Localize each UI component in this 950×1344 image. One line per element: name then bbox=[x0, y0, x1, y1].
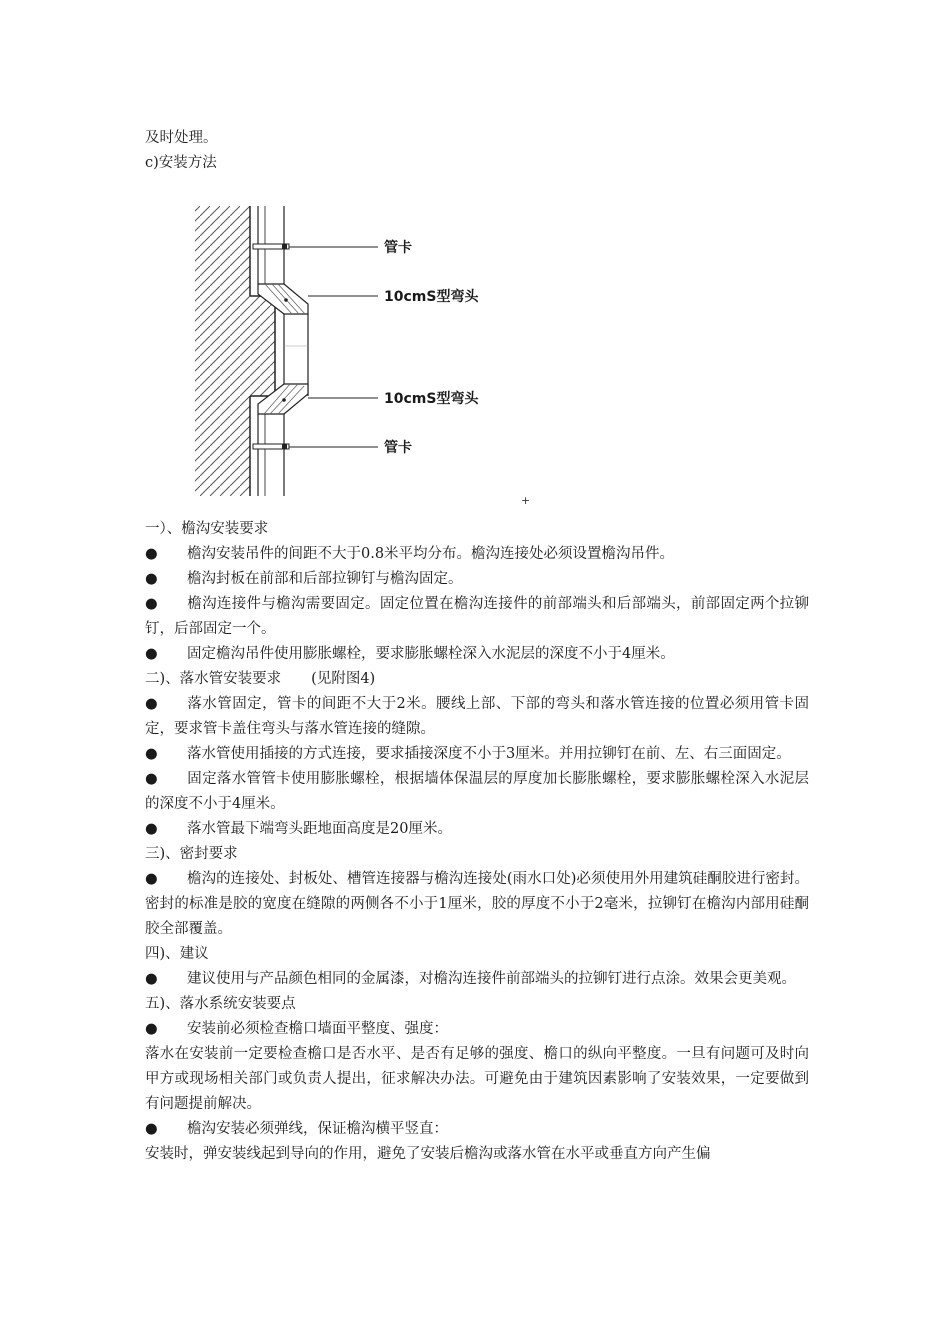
section-5-heading: 五)、落水系统安装要点 bbox=[145, 996, 296, 1012]
body-text bbox=[145, 517, 809, 1167]
bullet-icon: ● bbox=[145, 546, 158, 562]
s2-bullet-2: ● 落水管使用插接的方式连接，要求插接深度不小于3厘米。并用拉铆钉在前、左、右三面固定。 bbox=[145, 742, 809, 767]
label-upper-elbow: 10cmS型弯头 bbox=[384, 289, 479, 305]
bullet-icon: ● bbox=[145, 821, 158, 837]
label-bottom-clamp: 管卡 bbox=[384, 440, 412, 456]
label-lower-elbow: 10cmS型弯头 bbox=[384, 391, 479, 407]
intro-block bbox=[145, 126, 809, 176]
s1-bullet-2: ● 檐沟封板在前部和后部拉铆钉与檐沟固定。 bbox=[145, 567, 809, 592]
s1-bullet-1: ● 檐沟安装吊件的间距不大于0.8米平均分布。檐沟连接处必须设置檐沟吊件。 bbox=[145, 542, 809, 567]
intro-line-2: c)安装方法 bbox=[145, 155, 217, 171]
s1-bullet-4: ● 固定檐沟吊件使用膨胀螺栓，要求膨胀螺栓深入水泥层的深度不小于4厘米。 bbox=[145, 642, 809, 667]
section-1-heading: 一）、檐沟安装要求 bbox=[145, 521, 269, 537]
section-3-heading: 三)、密封要求 bbox=[145, 846, 238, 862]
bullet-icon: ● bbox=[145, 771, 158, 787]
s5-paragraph-1: 落水在安装前一定要检查檐口是否水平、是否有足够的强度、檐口的纵向平整度。一旦有问题可及时向甲方或现场相关部门或负责人提出，征求解决办法。可避免由于建筑因素影响了安装效果，一定要做到有问题提前解决。 bbox=[145, 1046, 809, 1112]
s2-bullet-3: ● 固定落水管管卡使用膨胀螺栓，根据墙体保温层的厚度加长膨胀螺栓，要求膨胀螺栓深入水泥层的深度不小于4厘米。 bbox=[145, 767, 809, 817]
s4-bullet-1: ● 建议使用与产品颜色相同的金属漆，对檐沟连接件前部端头的拉铆钉进行点涂。效果会更美观。 bbox=[145, 967, 809, 992]
bullet-icon: ● bbox=[145, 1121, 158, 1137]
bullet-icon: ● bbox=[145, 1021, 158, 1037]
downpipe-installation-diagram bbox=[190, 196, 510, 501]
anchor-marker: + bbox=[521, 494, 531, 507]
section-2-heading: 二)、落水管安装要求 (见附图4) bbox=[145, 671, 376, 687]
bullet-icon: ● bbox=[145, 571, 158, 587]
s3-bullet-1: ● 檐沟的连接处、封板处、槽管连接器与檐沟连接处(雨水口处)必须使用外用建筑硅酮胶进行密封。密封的标准是胶的宽度在缝隙的两侧各不小于1厘米，胶的厚度不小于2毫米，拉铆钉在檐沟内部用硅酮胶全部覆盖。 bbox=[145, 867, 809, 942]
bullet-icon: ● bbox=[145, 596, 158, 612]
bullet-icon: ● bbox=[145, 696, 158, 712]
s2-bullet-4: ● 落水管最下端弯头距地面高度是20厘米。 bbox=[145, 817, 809, 842]
bullet-icon: ● bbox=[145, 971, 158, 987]
s5-bullet-1: ● 安装前必须检查檐口墙面平整度、强度： bbox=[145, 1017, 809, 1042]
bullet-icon: ● bbox=[145, 871, 158, 887]
label-top-clamp: 管卡 bbox=[384, 240, 412, 256]
bullet-icon: ● bbox=[145, 646, 158, 662]
section-4-heading: 四)、建议 bbox=[145, 946, 209, 962]
intro-line-1: 及时处理。 bbox=[145, 130, 218, 146]
s2-bullet-1: ● 落水管固定，管卡的间距不大于2米。腰线上部、下部的弯头和落水管连接的位置必须用管卡固定，要求管卡盖住弯头与落水管连接的缝隙。 bbox=[145, 692, 809, 742]
s1-bullet-3: ● 檐沟连接件与檐沟需要固定。固定位置在檐沟连接件的前部端头和后部端头，前部固定两个拉铆钉，后部固定一个。 bbox=[145, 592, 809, 642]
section-2-note: (见附图4) bbox=[311, 671, 376, 687]
s5-bullet-2: ● 檐沟安装必须弹线，保证檐沟横平竖直： bbox=[145, 1117, 809, 1142]
bullet-icon: ● bbox=[145, 746, 158, 762]
s5-paragraph-2: 安装时，弹安装线起到导向的作用，避免了安装后檐沟或落水管在水平或垂直方向产生偏 bbox=[145, 1146, 711, 1162]
